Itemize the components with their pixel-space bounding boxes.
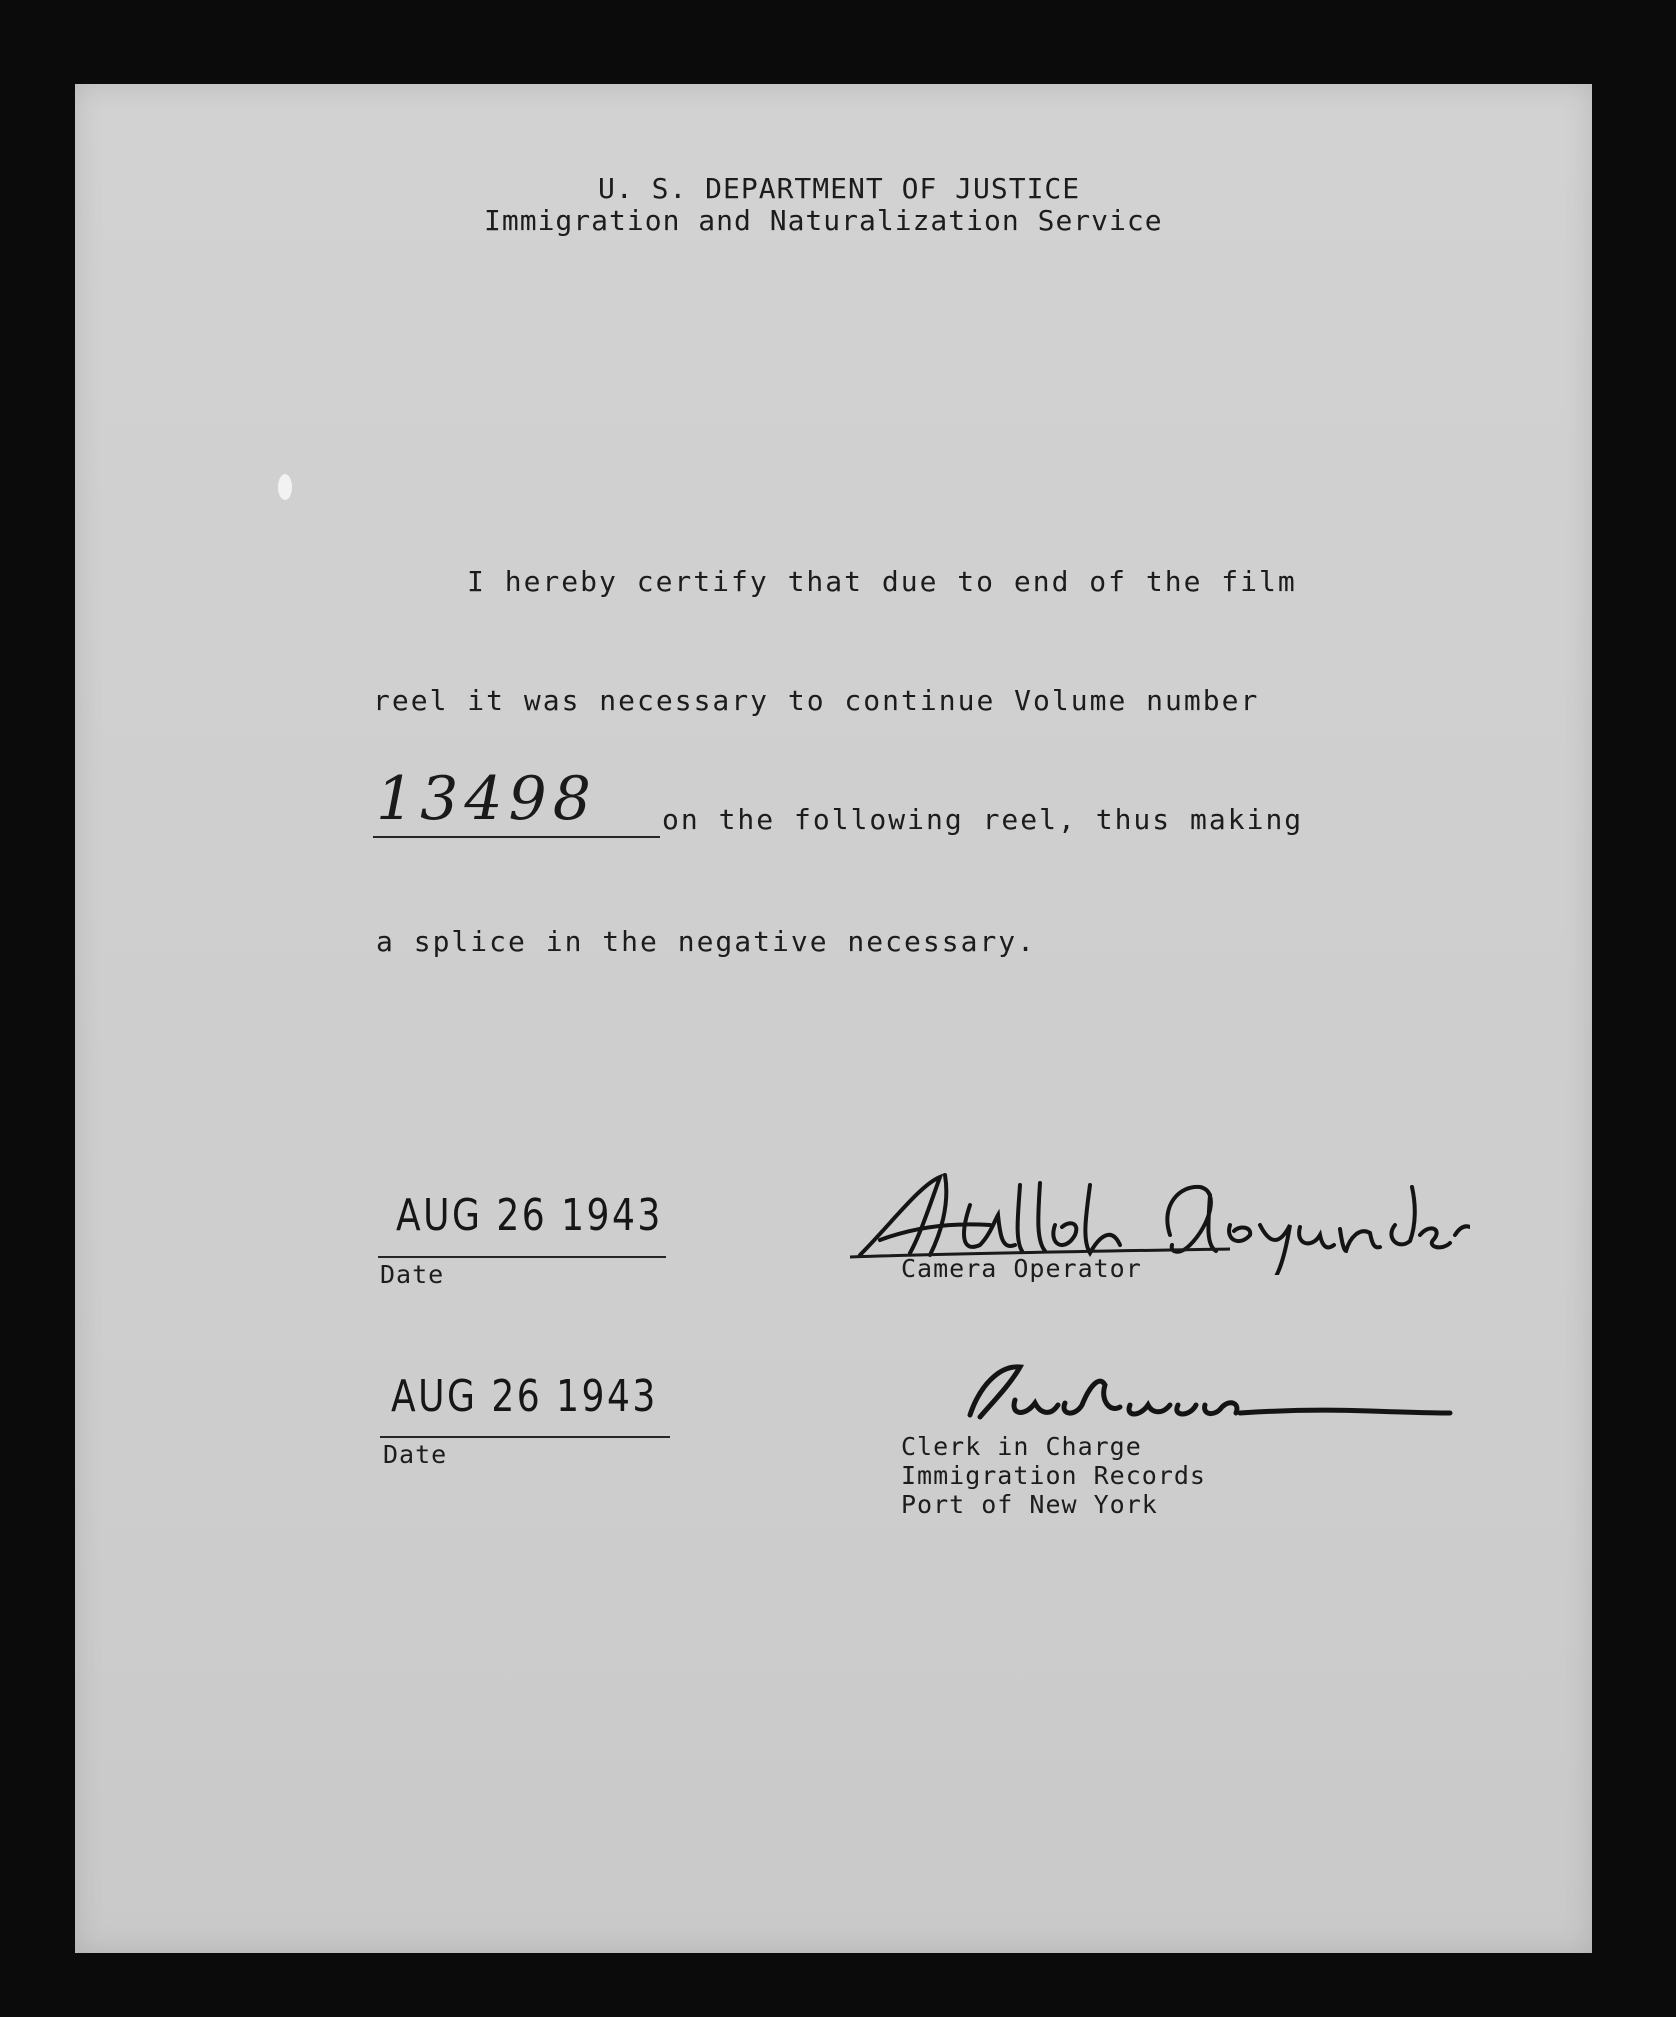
certify-line-4: a splice in the negative necessary. [376, 925, 1037, 958]
clerk-role-line-3: Port of New York [901, 1490, 1158, 1519]
date-label-clerk: Date [383, 1440, 448, 1469]
date-line-clerk [380, 1436, 670, 1438]
certify-line-3: on the following reel, thus making [662, 803, 1304, 836]
certify-line-1: I hereby certify that due to end of the film [467, 565, 1297, 598]
clerk-signature [940, 1355, 1460, 1435]
date-stamp-clerk: AUG 26 1943 [391, 1371, 658, 1422]
clerk-role-line-1: Clerk in Charge [901, 1432, 1142, 1461]
service-heading: Immigration and Naturalization Service [484, 204, 1163, 237]
volume-number-underline [373, 836, 660, 838]
film-speck [278, 474, 292, 500]
department-heading: U. S. DEPARTMENT OF JUSTICE [598, 172, 1081, 205]
date-label-camera: Date [380, 1260, 445, 1289]
camera-operator-label: Camera Operator [901, 1254, 1142, 1283]
date-line-camera [378, 1256, 666, 1258]
certify-line-2: reel it was necessary to continue Volume number [373, 684, 1260, 717]
date-stamp-camera: AUG 26 1943 [396, 1190, 663, 1241]
paper-sheet [75, 84, 1592, 1953]
clerk-role-line-2: Immigration Records [901, 1461, 1206, 1490]
volume-number-handwritten: 13498 [376, 764, 597, 834]
